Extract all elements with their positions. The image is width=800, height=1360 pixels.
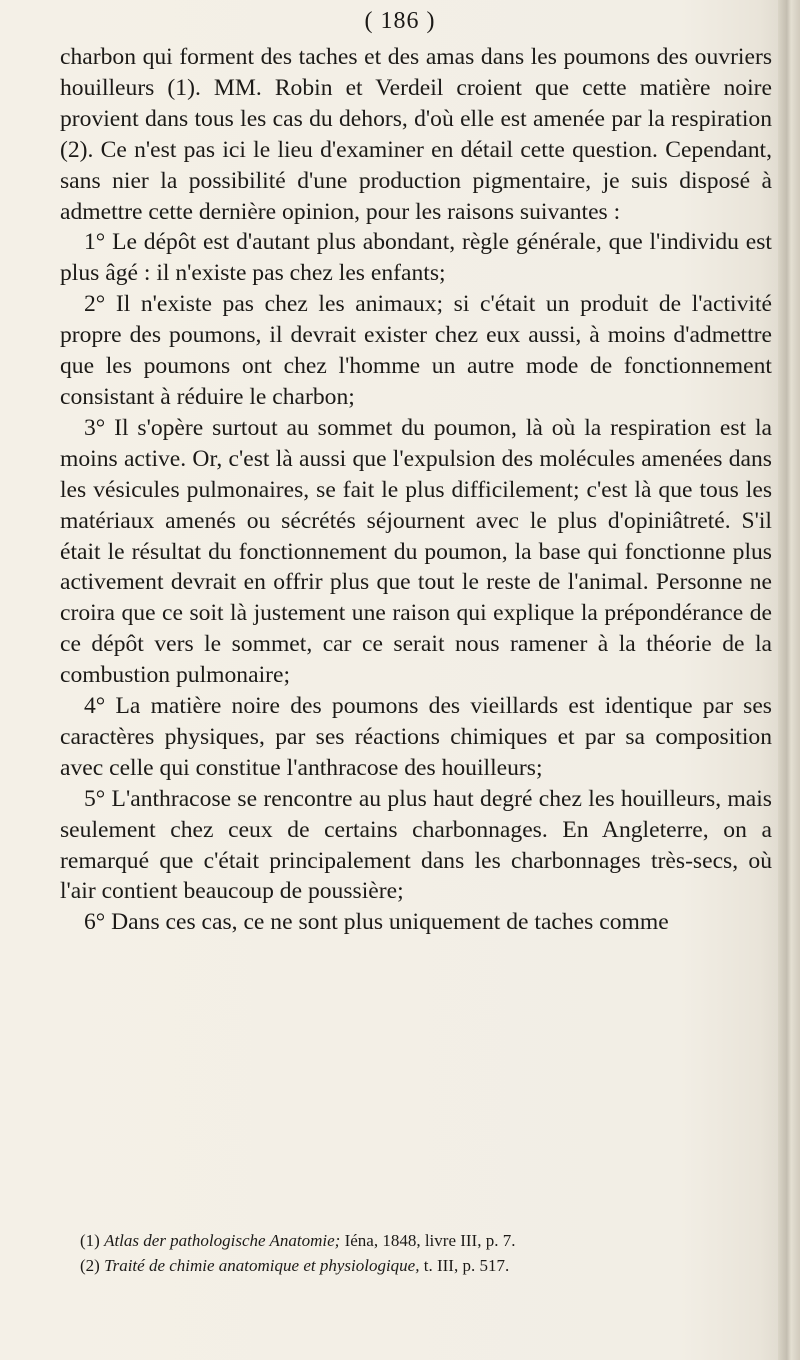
paragraph-point-4: 4° La matière noire des poumons des vieillards est identique par ses caractères physiques, par ses réactions chimiques et par sa composition avec celle qui constitue l'anthracose des houilleurs; [60, 693, 772, 781]
footnote-1-rest: Iéna, 1848, livre III, p. 7. [340, 1231, 516, 1250]
footnote-2-rest: t. III, p. 517. [419, 1256, 510, 1275]
footnote-2-title: Traité de chimie anatomique et physiologique, [104, 1256, 420, 1275]
paragraph-point-6: 6° Dans ces cas, ce ne sont plus uniquement de taches comme [84, 909, 669, 936]
body-text [60, 42, 772, 938]
footnotes [80, 1228, 770, 1278]
footnote-1 [80, 1228, 770, 1253]
page-number: ( 186 ) [364, 8, 436, 34]
paragraph-point-1: 1° Le dépôt est d'autant plus abondant, règle générale, que l'individu est plus âgé : il n'existe pas chez les enfants; [60, 229, 772, 287]
paragraph-intro: charbon qui forment des taches et des amas dans les poumons des ouvriers houilleurs (1). MM. Robin et Verdeil croient que cette matière noire provient dans tous les cas du dehors, d'où elle est amenée par la respiration (2). Ce n'est pas ici le lieu d'examiner en détail cette question. Cependant, sans nier la possibilité d'une production pigmentaire, je suis disposé à admettre cette dernière opinion, pour les raisons suivantes : [60, 44, 772, 225]
page-edge-shadow [778, 0, 800, 1360]
footnote-2-marker: (2) [80, 1256, 100, 1275]
footnote-1-marker: (1) [80, 1231, 100, 1250]
paragraph-point-3: 3° Il s'opère surtout au sommet du poumon, là où la respiration est la moins active. Or, c'est là aussi que l'expulsion des molécules amenées dans les vésicules pulmonaires, se fait le plus difficilement; c'est là que tous les matériaux amenés ou sécrétés séjournent avec le plus d'opiniâtreté. S'il était le résultat du fonctionnement du poumon, la base qui fonctionne plus activement devrait en offrir plus que tout le reste de l'animal. Personne ne croira que ce soit là justement une raison qui explique la prépondérance de ce dépôt vers le sommet, car ce serait nous ramener à la théorie de la combustion pulmonaire; [60, 414, 772, 689]
paragraph-point-5: 5° L'anthracose se rencontre au plus haut degré chez les houilleurs, mais seulement chez ceux de certains charbonnages. En Angleterre, on a remarqué que c'était principalement dans les charbonnages très-secs, où l'air contient beaucoup de poussière; [60, 785, 772, 905]
footnote-2 [80, 1253, 770, 1278]
paragraph-point-2: 2° Il n'existe pas chez les animaux; si c'était un produit de l'activité propre des poumons, il devrait exister chez eux aussi, à moins d'admettre que les poumons ont chez l'homme un autre mode de fonctionnement consistant à réduire le charbon; [60, 291, 772, 410]
footnote-1-title: Atlas der pathologische Anatomie; [104, 1231, 341, 1250]
